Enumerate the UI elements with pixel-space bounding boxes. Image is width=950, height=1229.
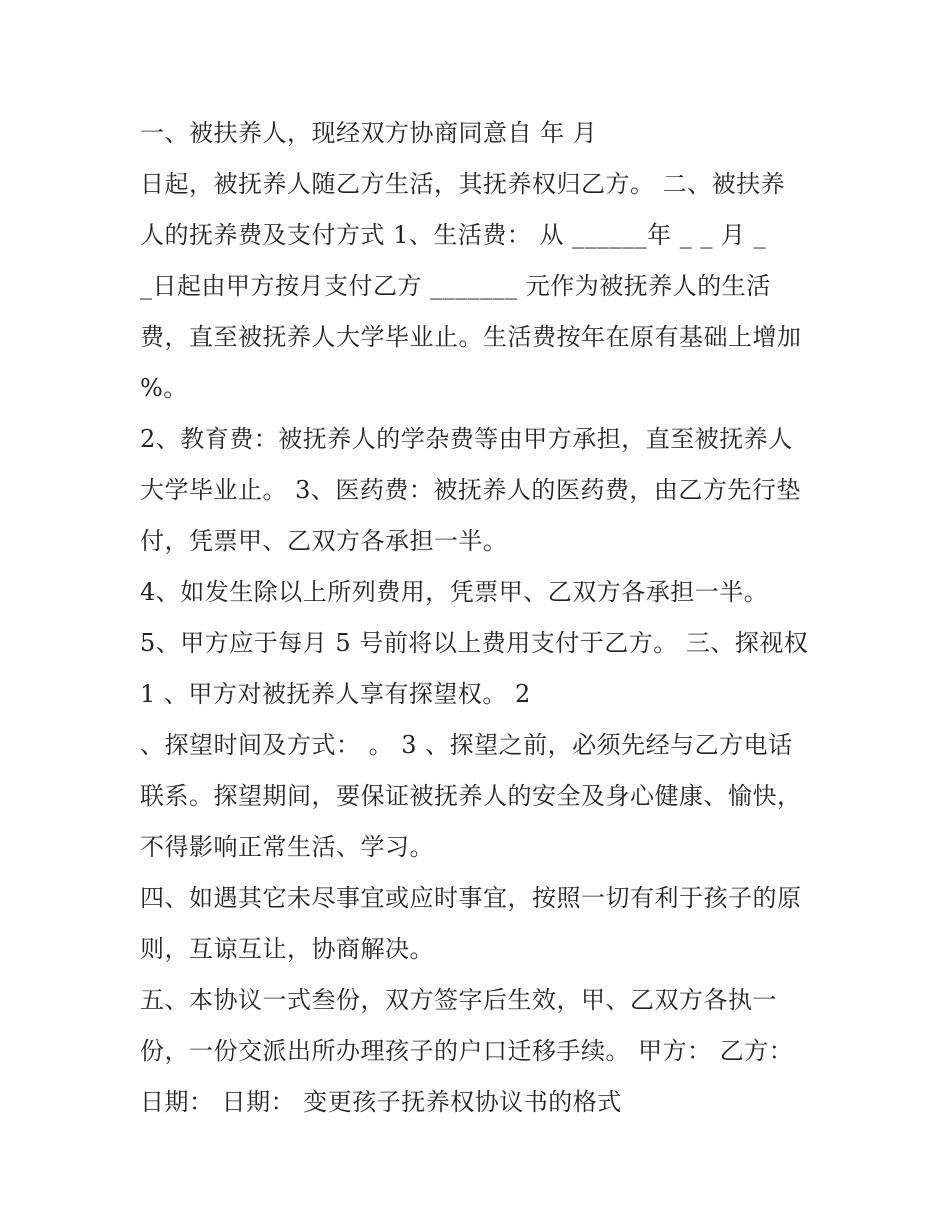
- document-body: [140, 108, 820, 1128]
- text-line: %。: [140, 374, 188, 402]
- text-line: 日起，被抚养人随乙方生活，其抚养权归乙方。 二、被扶养: [140, 170, 786, 198]
- text-line: _日起由甲方按月支付乙方 _______ 元作为被抚养人的生活: [140, 272, 771, 300]
- text-line: 5、甲方应于每月 5 号前将以上费用支付于乙方。 三、探视权: [140, 629, 809, 657]
- text-line: 2、教育费：被抚养人的学杂费等由甲方承担，直至被抚养人: [140, 425, 793, 453]
- text-line: 费，直至被抚养人大学毕业止。生活费按年在原有基础上增加: [140, 323, 802, 351]
- text-line: 付，凭票甲、乙双方各承担一半。: [140, 527, 508, 555]
- text-line: 联系。探望期间，要保证被抚养人的安全及身心健康、愉快，: [140, 782, 802, 810]
- text-line: 日期： 日期： 变更孩子抚养权协议书的格式: [140, 1088, 622, 1116]
- text-line: 四、如遇其它未尽事宜或应时事宜，按照一切有利于孩子的原: [140, 884, 802, 912]
- text-line: 则，互谅互让，协商解决。: [140, 935, 434, 963]
- text-line: 1 、甲方对被抚养人享有探望权。 2: [140, 680, 531, 708]
- text-line: 份，一份交派出所办理孩子的户口迁移手续。 甲方： 乙方：: [140, 1037, 794, 1065]
- text-line: 一、被扶养人，现经双方协商同意自 年 月: [140, 119, 598, 147]
- text-line: 4、如发生除以上所列费用，凭票甲、乙双方各承担一半。: [140, 578, 769, 606]
- text-line: 、探望时间及方式： 。 3 、探望之前，必须先经与乙方电话: [140, 731, 793, 759]
- text-line: 大学毕业止。 3、医药费：被抚养人的医药费，由乙方先行垫: [140, 476, 801, 504]
- text-line: 人的抚养费及支付方式 1、生活费： 从 ______年 _ _ 月 _: [140, 221, 767, 249]
- text-line: 五、本协议一式叁份，双方签字后生效，甲、乙双方各执一: [140, 986, 777, 1014]
- text-line: 不得影响正常生活、学习。: [140, 833, 434, 861]
